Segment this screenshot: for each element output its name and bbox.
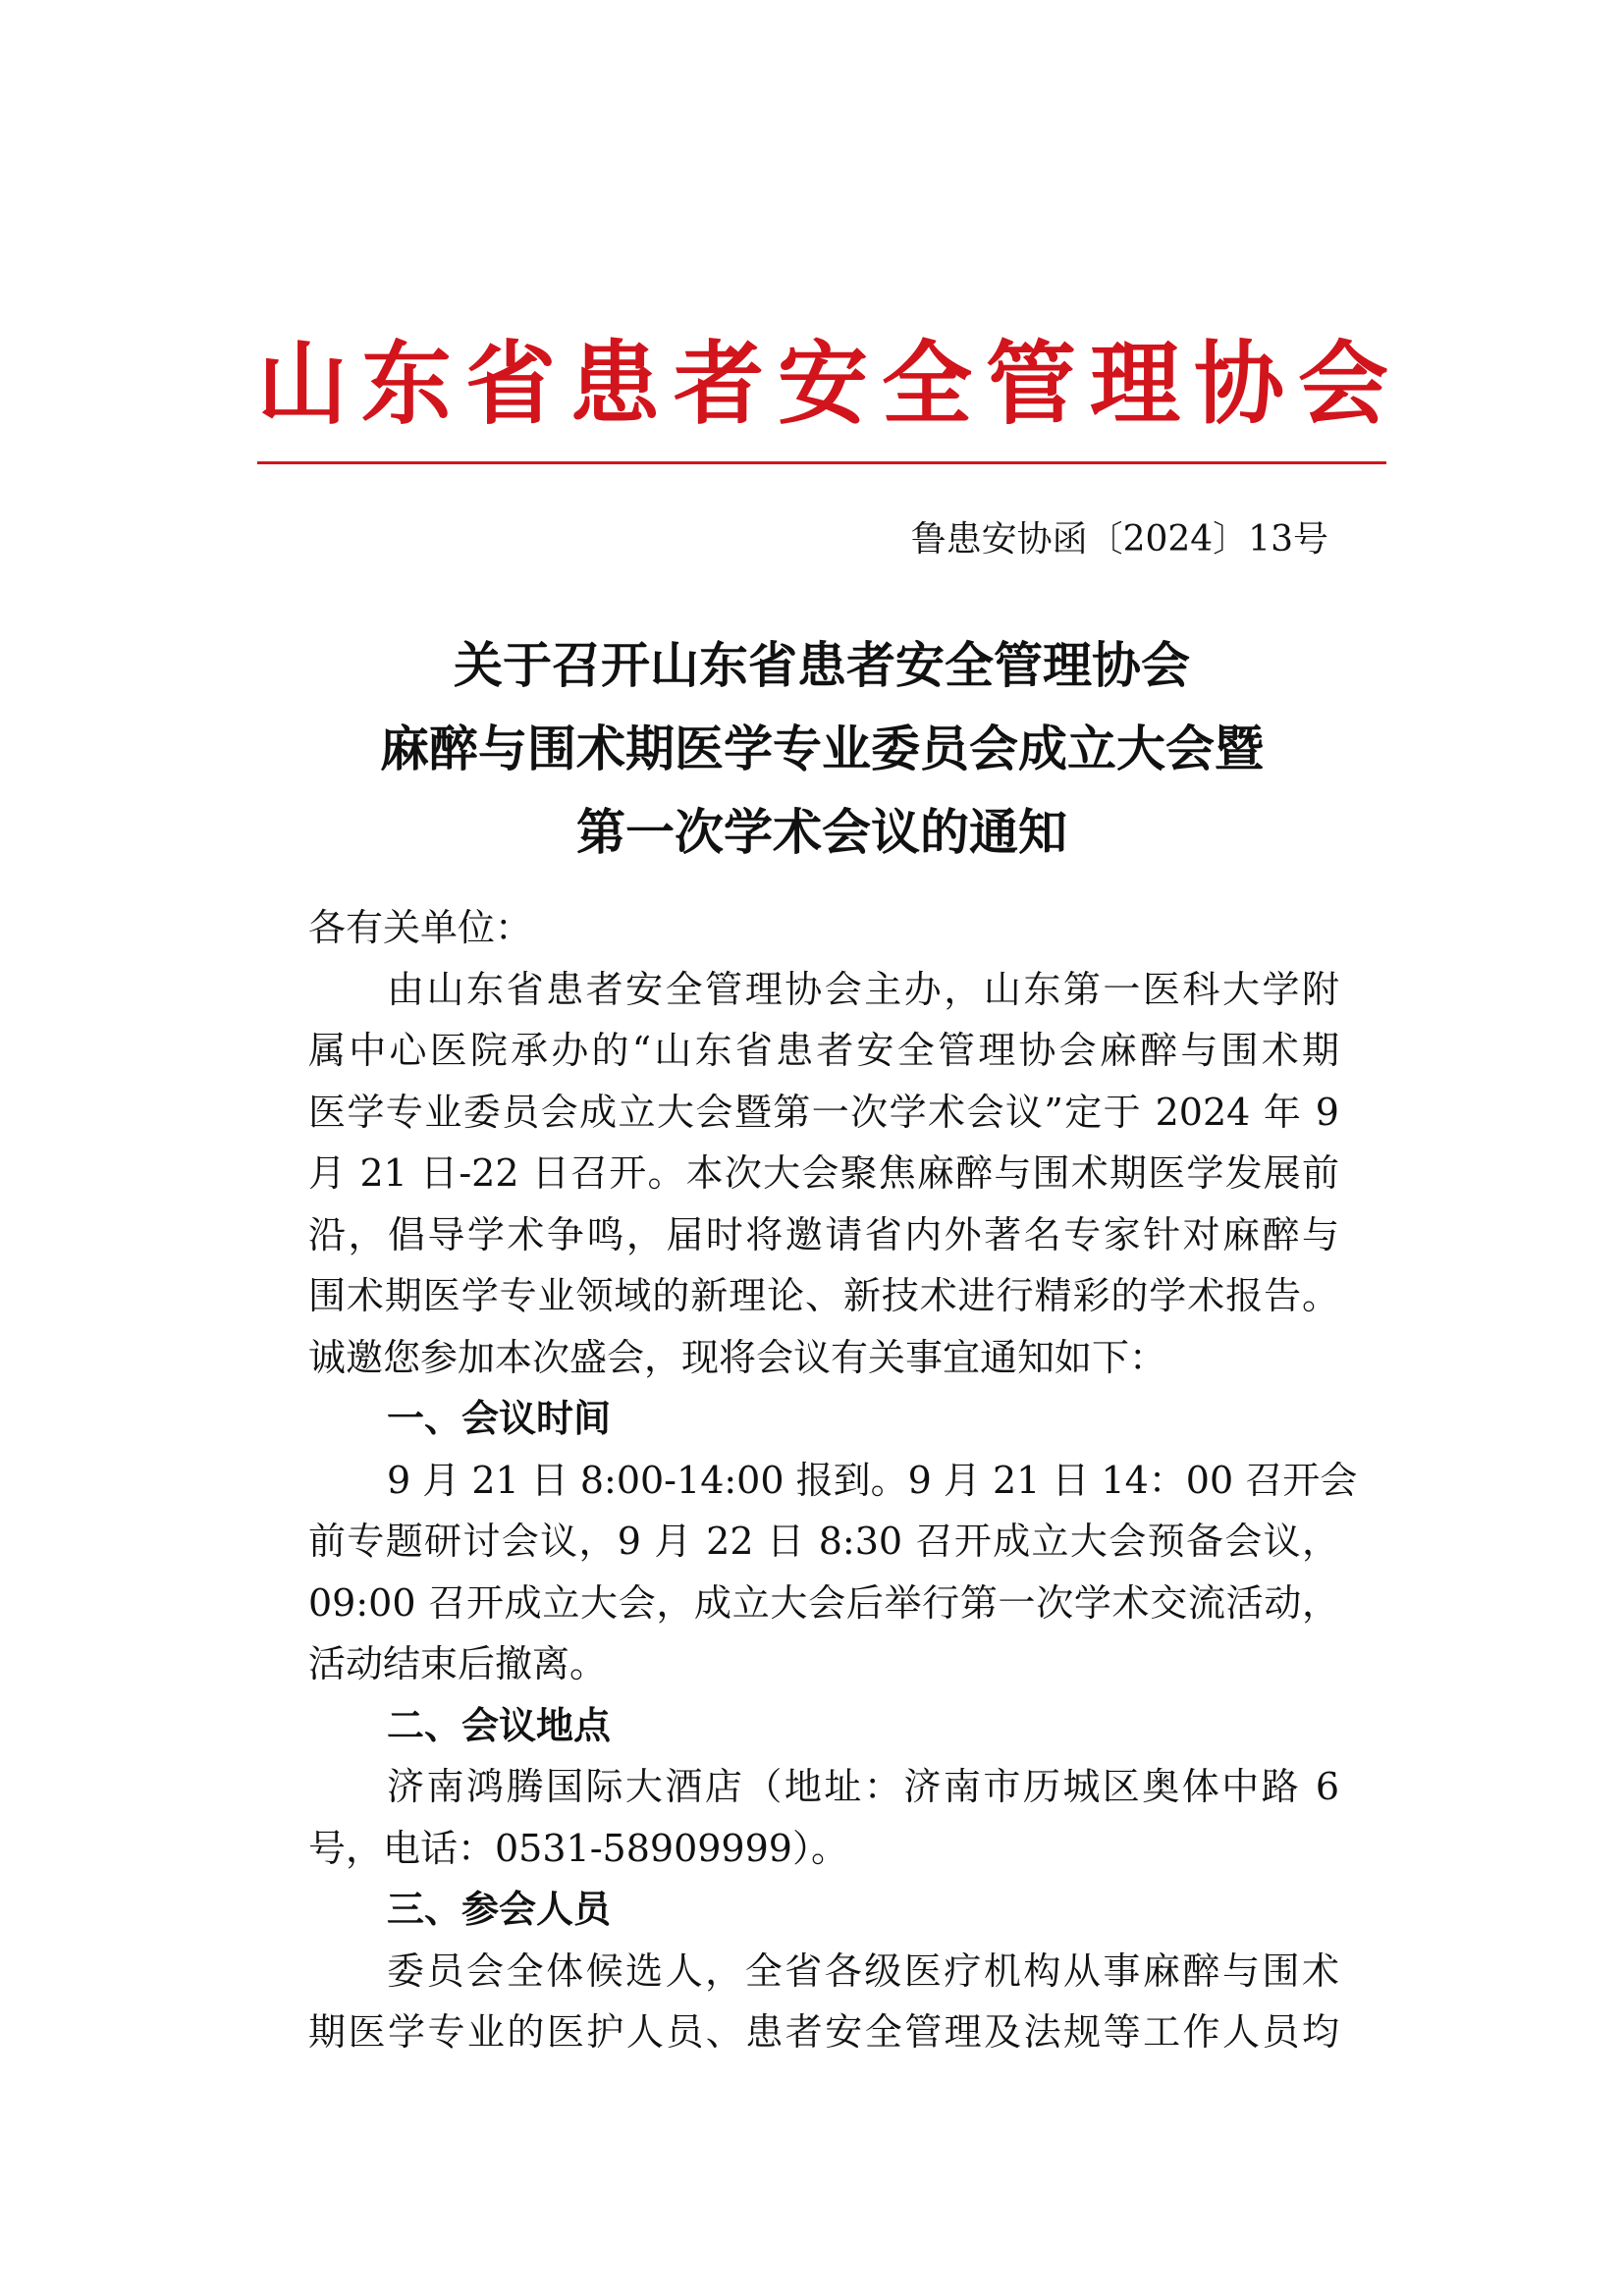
paragraph-line: 沿，倡导学术争鸣，届时将邀请省内外著名专家针对麻醉与 bbox=[308, 1212, 1339, 1256]
section-attendees bbox=[308, 1879, 1339, 2063]
paragraph-line: 月 21 日-22 日召开。本次大会聚焦麻醉与围术期医学发展前 bbox=[308, 1151, 1339, 1195]
paragraph-line: 由山东省患者安全管理协会主办，山东第一医科大学附 bbox=[387, 967, 1339, 1011]
paragraph-line: 9 月 21 日 8:00-14:00 报到。9 月 21 日 14：00 召开会 bbox=[387, 1458, 1358, 1502]
title-line: 麻醉与围术期医学专业委员会成立大会暨 bbox=[380, 721, 1264, 777]
letterhead-org-name: 山东省患者安全管理协会 bbox=[257, 331, 1403, 437]
section-meeting-location bbox=[308, 1695, 1339, 1880]
paragraph-line: 医学专业委员会成立大会暨第一次学术会议”定于 2024 年 9 bbox=[308, 1090, 1339, 1134]
paragraph-line: 号，电话：0531-58909999）。 bbox=[308, 1826, 848, 1870]
title-line: 第一次学术会议的通知 bbox=[576, 804, 1067, 861]
section-meeting-time bbox=[308, 1388, 1358, 1695]
paragraph-line: 属中心医院承办的“山东省患者安全管理协会麻醉与围术期 bbox=[308, 1029, 1339, 1072]
intro-paragraph bbox=[308, 959, 1339, 1389]
section-heading: 三、参会人员 bbox=[387, 1888, 612, 1931]
document-number: 鲁患安协函〔2024〕13号 bbox=[910, 519, 1328, 560]
paragraph-line: 期医学专业的医护人员、患者安全管理及法规等工作人员均 bbox=[308, 2010, 1339, 2054]
paragraph-line: 委员会全体候选人，全省各级医疗机构从事麻醉与围术 bbox=[387, 1949, 1339, 1993]
paragraph-line: 济南鸿腾国际大酒店（地址：济南市历城区奥体中路 6 bbox=[387, 1765, 1339, 1808]
paragraph-line: 09:00 召开成立大会，成立大会后举行第一次学术交流活动， bbox=[308, 1580, 1339, 1625]
title-line: 关于召开山东省患者安全管理协会 bbox=[454, 637, 1190, 694]
document-body bbox=[308, 897, 1358, 2063]
paragraph-line: 诚邀您参加本次盛会，现将会议有关事宜通知如下： bbox=[308, 1335, 1167, 1379]
paragraph-line: 前专题研讨会议，9 月 22 日 8:30 召开成立大会预备会议， bbox=[308, 1520, 1339, 1563]
section-heading: 二、会议地点 bbox=[387, 1703, 612, 1747]
document-title bbox=[257, 624, 1386, 875]
paragraph-line: 活动结束后撤离。 bbox=[308, 1642, 608, 1685]
letterhead-red-rule bbox=[257, 461, 1386, 464]
salutation: 各有关单位： bbox=[308, 906, 533, 949]
paragraph-line: 围术期医学专业领域的新理论、新技术进行精彩的学术报告。 bbox=[308, 1274, 1339, 1317]
section-heading: 一、会议时间 bbox=[387, 1397, 612, 1440]
